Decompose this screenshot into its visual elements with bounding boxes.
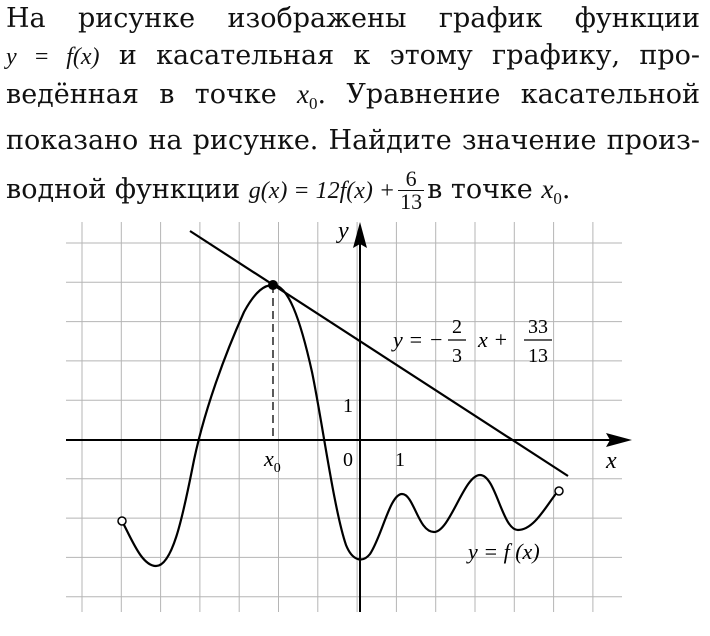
problem-line-3-a: ведённая в точке: [6, 79, 277, 110]
tangent-eq-prefix: y = −: [393, 327, 444, 352]
problem-line-5-b: в точке: [427, 174, 533, 205]
graph-svg: [0, 205, 710, 631]
y-axis-label: y: [338, 218, 349, 244]
slope-den: 3: [452, 345, 462, 367]
x0-inline: $x_0$: [297, 79, 318, 113]
problem-line-4: показано на рисунке. Найдите значение произ-: [6, 125, 700, 156]
problem-text: [6, 0, 700, 217]
problem-line-3: [6, 76, 700, 122]
x-tick-label-1: 1: [395, 449, 405, 471]
problem-line-5: водной функции g(x) = 12f(x) + $\frac{6}{13}$ в точке $x_0$.: [6, 166, 571, 214]
curve-start-point: [118, 517, 126, 525]
fraction-6-13: $\frac{6}{13}$: [400, 166, 423, 214]
tangency-point: [268, 280, 278, 290]
problem-line-1: На рисунке изображены график функции: [6, 3, 700, 34]
tangent-equation: [391, 316, 552, 367]
problem-line-3-b: . Уравнение касательной: [317, 79, 700, 110]
intercept-den: 13: [528, 345, 548, 367]
function-notation: y = f(x): [6, 44, 100, 70]
intercept-num: 33: [528, 316, 548, 338]
problem-line-2: [6, 37, 700, 76]
x0-inline-2: $x_0$: [541, 174, 562, 208]
curve-end-point: [555, 487, 563, 495]
curve-label: y = f (x): [468, 539, 540, 564]
x-axis-label: x: [606, 448, 617, 474]
problem-line-2-text: и касательная к этому графику, про-: [118, 40, 700, 71]
origin-label: 0: [343, 449, 353, 471]
problem-line-5-a: водной функции: [6, 174, 241, 205]
g-function: g(x) = 12f(x) +: [248, 178, 396, 204]
x0-label: $x_0$: [264, 446, 281, 476]
tangent-eq-mid: x +: [478, 327, 509, 352]
y-tick-label-1: 1: [343, 395, 353, 417]
slope-num: 2: [452, 316, 462, 338]
graph-figure: [0, 205, 710, 631]
